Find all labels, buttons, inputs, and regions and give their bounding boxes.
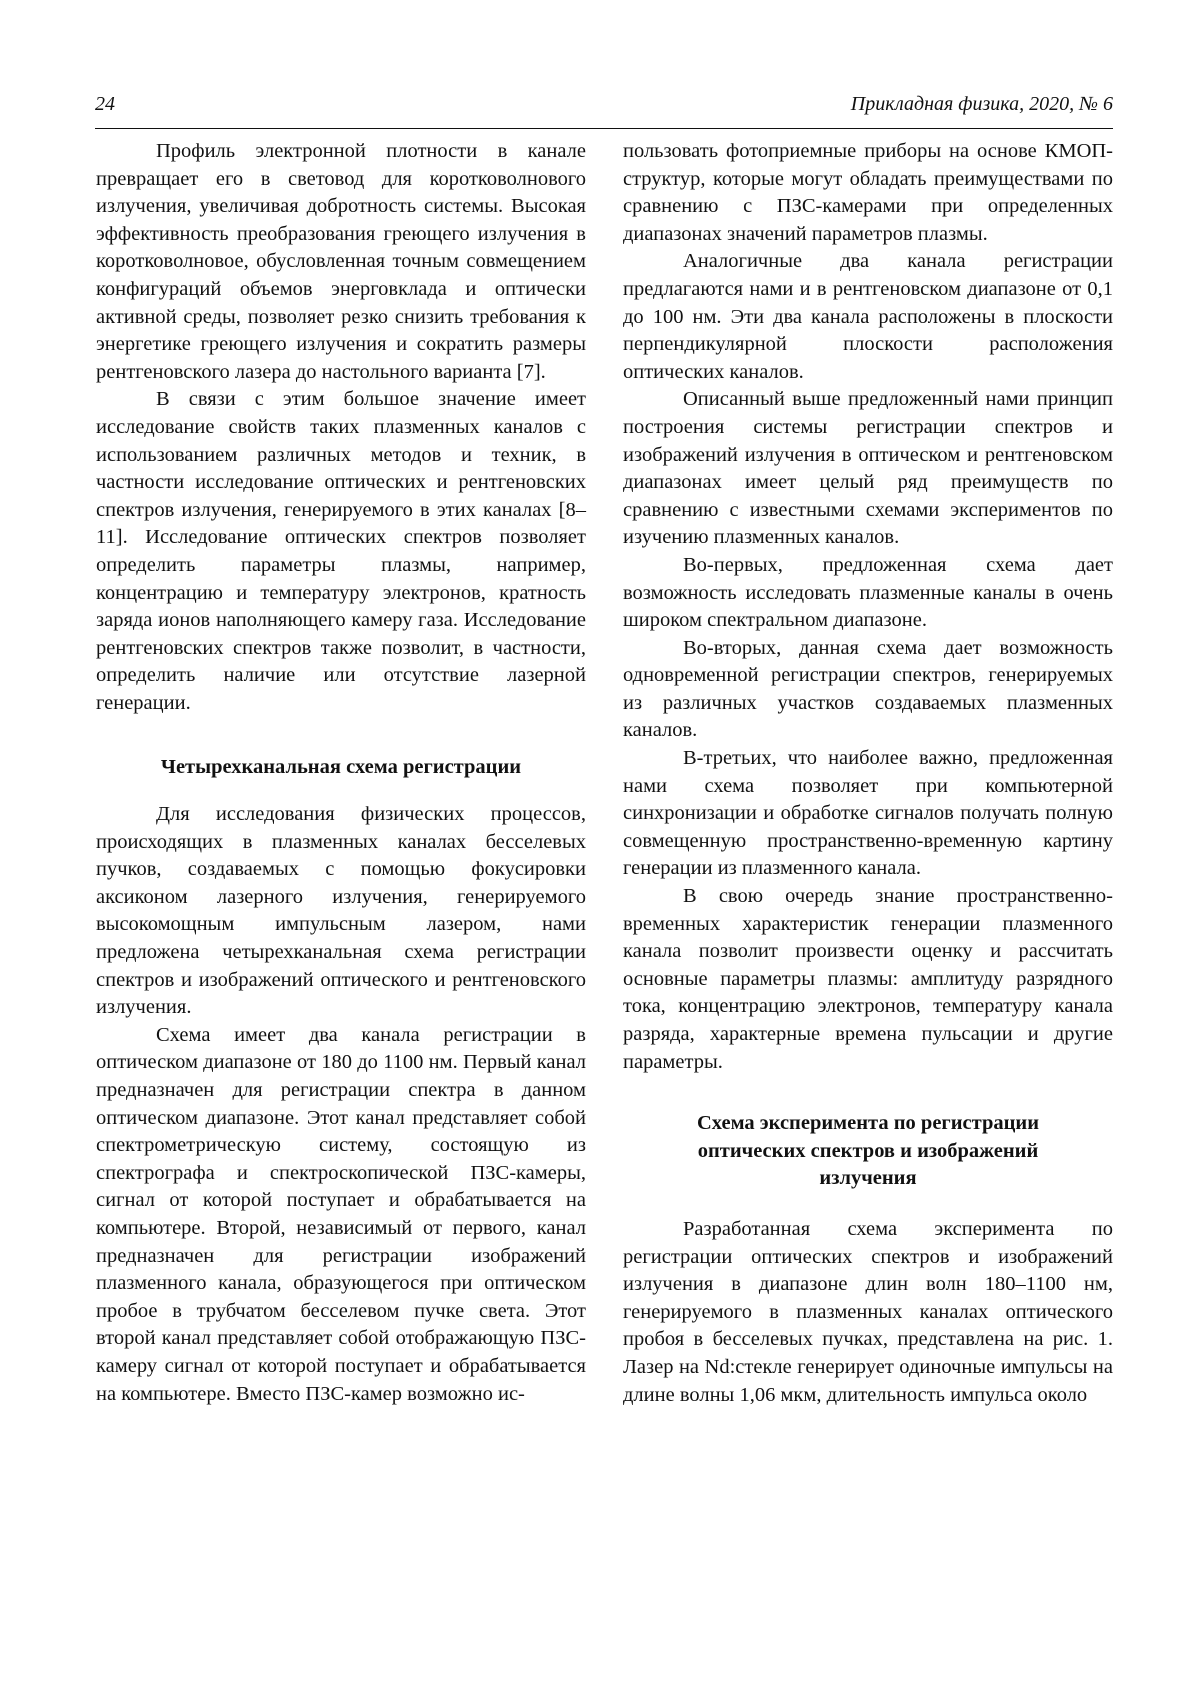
right-column bbox=[623, 138, 1113, 1409]
paragraph: пользовать фотоприемные приборы на основе КМОП-структур, которые могут обладать преимуществами по сравнению с ПЗС-камерами при определенных диапазонах значений параметров плазмы. bbox=[623, 140, 1113, 245]
paragraph: В свою очередь знание пространственно-временных характеристик генерации плазменного канала позволит произвести оценку и рассчитать основные параметры плазмы: амплитуду разрядного тока, концентрацию электронов, температуру канала разряда, характерные времена пульсации и другие параметры. bbox=[623, 885, 1113, 1073]
section-heading bbox=[623, 1110, 1113, 1193]
journal-title: Прикладная физика, 2020, № 6 bbox=[850, 93, 1113, 115]
header-rule bbox=[95, 128, 1113, 129]
paragraph: Описанный выше предложенный нами принцип построения системы регистрации спектров и изображений излучения в оптическом и рентгеновском диапазонах имеет целый ряд преимуществ по сравнению с известными схемами экспериментов по изучению плазменных каналов. bbox=[623, 388, 1113, 549]
paragraph: Аналогичные два канала регистрации предлагаются нами и в рентгеновском диапазоне от 0,1 до 100 нм. Эти два канала расположены в плоскости перпендикулярной плоскости расположения оптических каналов. bbox=[623, 250, 1113, 383]
running-header bbox=[95, 93, 1113, 125]
paragraph: Разработанная схема эксперимента по регистрации оптических спектров и изображений излучения в диапазоне длин волн 180–1100 нм, генерируемого в плазменных каналах оптического пробоя в бесселевых пучках, представлена на рис. 1. Лазер на Nd:стекле генерирует одиночные импульсы на длине волны 1,06 мкм, длительность импульса около bbox=[623, 1217, 1113, 1406]
heading-line: Схема эксперимента по регистрации bbox=[696, 1112, 1040, 1135]
paragraph: Во-вторых, данная схема дает возможность одновременной регистрации спектров, генерируемых из различных участков создаваемых плазменных каналов. bbox=[623, 636, 1113, 742]
paragraph: Во-первых, предложенная схема дает возможность исследовать плазменные каналы в очень широком спектральном диапазоне. bbox=[623, 553, 1113, 632]
paragraph: Схема имеет два канала регистрации в оптическом диапазоне от 180 до 1100 нм. Первый канал предназначен для регистрации спектра в данном оптическом диапазоне. Этот канал представляет собой спектрометрическую систему, состоящую из спектрографа и спектроскопической ПЗС-камеры, сигнал от которой поступает и обрабатывается на компьютере. Второй, независимый от первого, канал предназначен для регистрации изображений плазменного канала, образующегося при оптическом пробое в трубчатом бесселевом пучке света. Этот второй канал представляет собой отображающую ПЗС-камеру сигнал от которой поступает и обрабатывается на компьютере. Вместо ПЗС-камер возможно ис- bbox=[96, 1023, 586, 1405]
section-heading: Четырехканальная схема регистрации bbox=[160, 756, 522, 779]
paragraph: Для исследования физических процессов, происходящих в плазменных каналах бесселевых пучков, создаваемых с помощью фокусировки аксиконом лазерного излучения, генерируемого высокомощным импульсным лазером, нами предложена четырехканальная схема регистрации спектров и изображений оптического и рентгеновского излучения. bbox=[96, 803, 586, 1019]
page-number: 24 bbox=[95, 93, 115, 115]
heading-line: оптических спектров и изображений bbox=[697, 1139, 1039, 1162]
left-column bbox=[96, 138, 586, 1408]
paragraph: В связи с этим большое значение имеет исследование свойств таких плазменных каналов с использованием различных методов и техник, в частности исследование оптических и рентгеновских спектров излучения, генерируемого в этих каналах [8–11]. Исследование оптических спектров позволяет определить параметры плазмы, например, концентрацию и температуру электронов, кратность заряда ионов наполняющего камеру газа. Исследование рентгеновских спектров также позволит, в частности, определить наличие или отсутствие лазерной генерации. bbox=[96, 388, 586, 714]
paragraph: В-третьих, что наиболее важно, предложенная нами схема позволяет при компьютерной синхронизации и обработке сигналов получать полную совмещенную пространственно-временную картину генерации из плазменного канала. bbox=[623, 747, 1113, 880]
paragraph: Профиль электронной плотности в канале превращает его в световод для коротковолнового излучения, увеличивая добротность системы. Высокая эффективность преобразования греющего излучения в коротковолновое, обусловленная точным совмещением конфигураций объемов энерговклада и оптически активной среды, позволяет резко снизить требования к энергетике греющего излучения и сократить размеры рентгеновского лазера до настольного варианта [7]. bbox=[96, 140, 586, 383]
heading-line: излучения bbox=[819, 1167, 917, 1190]
